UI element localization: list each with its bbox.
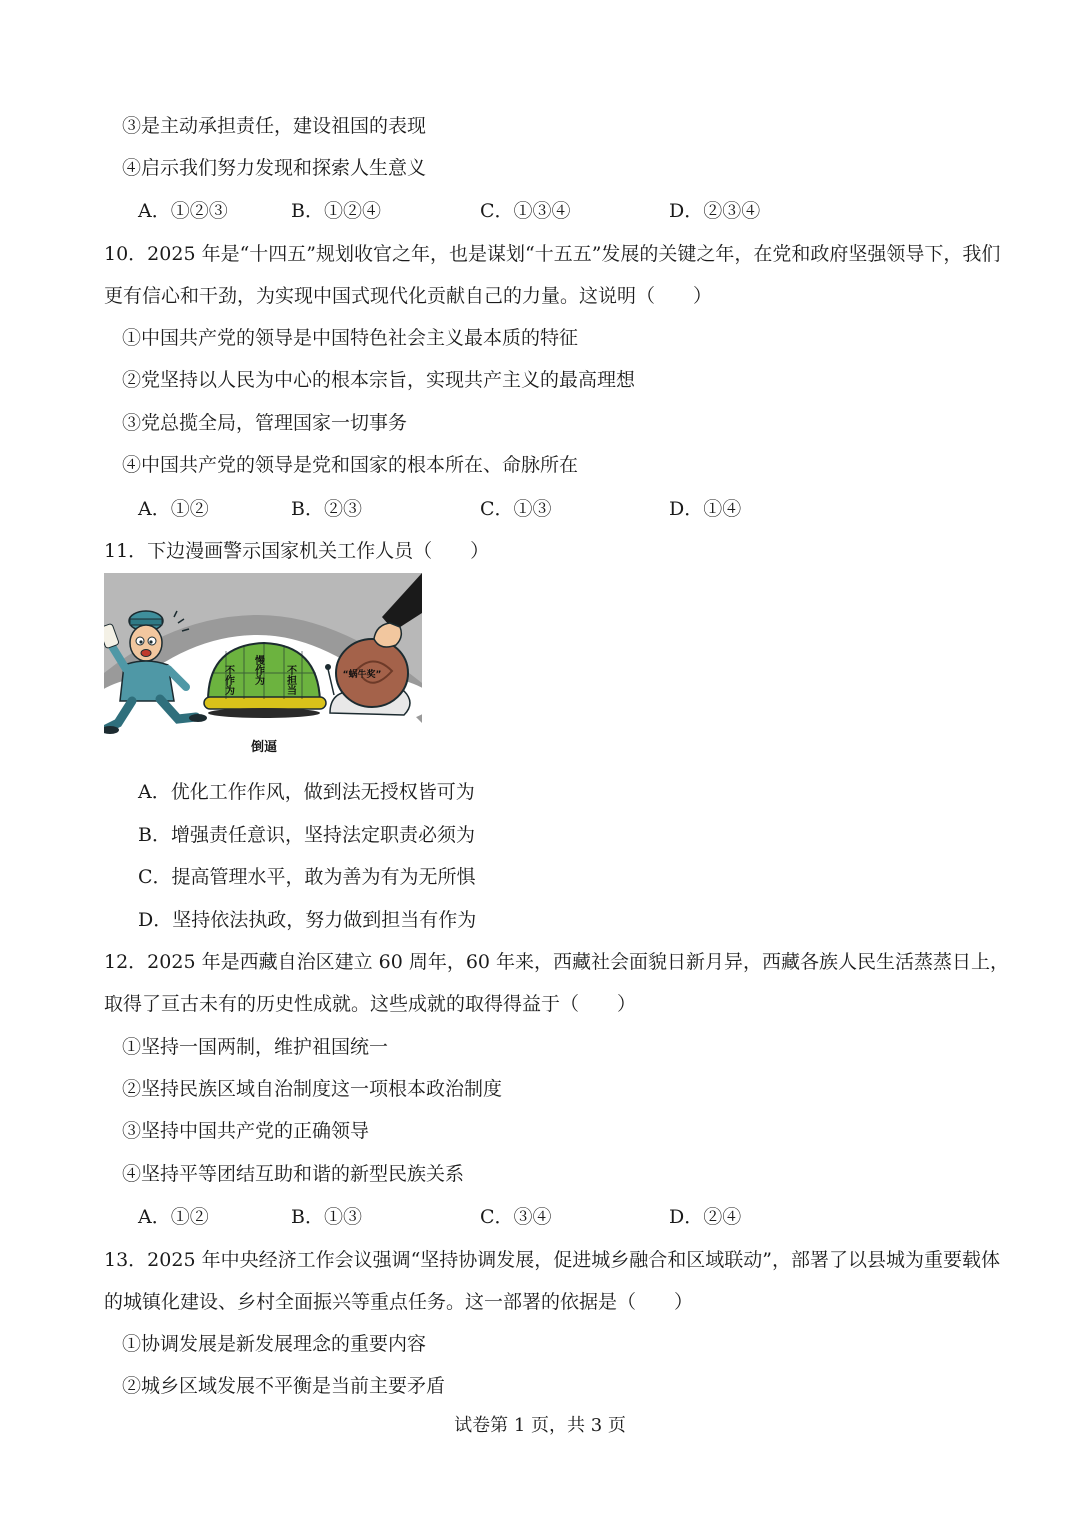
q11-option-a[interactable]: A．优化工作作风，做到法无授权皆可为 [138, 781, 475, 803]
q9-option-c[interactable]: C．①③④ [480, 200, 571, 222]
cartoon-image [104, 573, 422, 757]
q12-option-b[interactable]: B．①③ [291, 1206, 362, 1228]
q12-statement-2: ②坚持民族区域自治制度这一项根本政治制度 [122, 1078, 503, 1100]
shell-word-3: 不担当 [284, 665, 296, 695]
cartoon-caption: 倒逼 [250, 740, 278, 755]
q13-statement-2: ②城乡区域发展不平衡是当前主要矛盾 [122, 1375, 446, 1397]
q9-statement-4: ④启示我们努力发现和探索人生意义 [122, 157, 427, 179]
q10-statement-2: ②党坚持以人民为中心的根本宗旨，实现共产主义的最高理想 [122, 369, 636, 391]
q12-statement-3: ③坚持中国共产党的正确领导 [122, 1120, 370, 1142]
q12-statement-4: ④坚持平等团结互助和谐的新型民族关系 [122, 1163, 465, 1185]
q12-option-c[interactable]: C．③④ [480, 1206, 552, 1228]
page-footer: 试卷第 1 页，共 3 页 [454, 1415, 626, 1436]
q10-option-d[interactable]: D．①④ [669, 498, 742, 520]
q10-option-a[interactable]: A．①② [138, 498, 209, 520]
q12-stem-line-2: 取得了亘古未有的历史性成就。这些成就的取得得益于（ ） [104, 993, 637, 1015]
q11-stem-line-1: 11．下边漫画警示国家机关工作人员（ ） [104, 540, 490, 562]
q13-stem-line-1: 13．2025 年中央经济工作会议强调“坚持协调发展，促进城乡融合和区域联动”，部署了以县城为重要载体 [104, 1249, 1000, 1271]
snail-award-label: “蜗牛奖” [342, 670, 382, 680]
q10-statement-4: ④中国共产党的领导是党和国家的根本所在、命脉所在 [122, 454, 579, 476]
shell-word-1: 不作为 [222, 665, 234, 695]
q10-stem-line-1: 10．2025 年是“十四五”规划收官之年，也是谋划“十五五”发展的关键之年，在党和政府坚强领导下，我们 [104, 243, 1001, 265]
q10-statement-3: ③党总揽全局，管理国家一切事务 [122, 412, 408, 434]
q13-stem-line-2: 的城镇化建设、乡村全面振兴等重点任务。这一部署的依据是（ ） [104, 1291, 694, 1313]
shell-word-2: 慢作为 [252, 655, 264, 685]
q12-statement-1: ①坚持一国两制，维护祖国统一 [122, 1036, 389, 1058]
q9-statement-3: ③是主动承担责任，建设祖国的表现 [122, 115, 427, 137]
q13-statement-1: ①协调发展是新发展理念的重要内容 [122, 1333, 427, 1355]
q9-option-b[interactable]: B．①②④ [291, 200, 381, 222]
q10-stem-line-2: 更有信心和干劲，为实现中国式现代化贡献自己的力量。这说明（ ） [104, 285, 713, 307]
q12-option-a[interactable]: A．①② [138, 1206, 209, 1228]
q12-stem-line-1: 12．2025 年是西藏自治区建立 60 周年，60 年来，西藏社会面貌日新月异，西藏各族人民生活蒸蒸日上， [104, 951, 1010, 973]
q11-option-d[interactable]: D．坚持依法执政，努力做到担当有作为 [138, 909, 477, 931]
q10-option-c[interactable]: C．①③ [480, 498, 552, 520]
q12-option-d[interactable]: D．②④ [669, 1206, 742, 1228]
q9-option-d[interactable]: D．②③④ [669, 200, 761, 222]
q10-statement-1: ①中国共产党的领导是中国特色社会主义最本质的特征 [122, 327, 579, 349]
q11-option-c[interactable]: C．提高管理水平，敢为善为有为无所惧 [138, 866, 476, 888]
q9-option-a[interactable]: A．①②③ [138, 200, 228, 222]
q10-option-b[interactable]: B．②③ [291, 498, 362, 520]
q11-option-b[interactable]: B．增强责任意识，坚持法定职责必须为 [138, 824, 475, 846]
